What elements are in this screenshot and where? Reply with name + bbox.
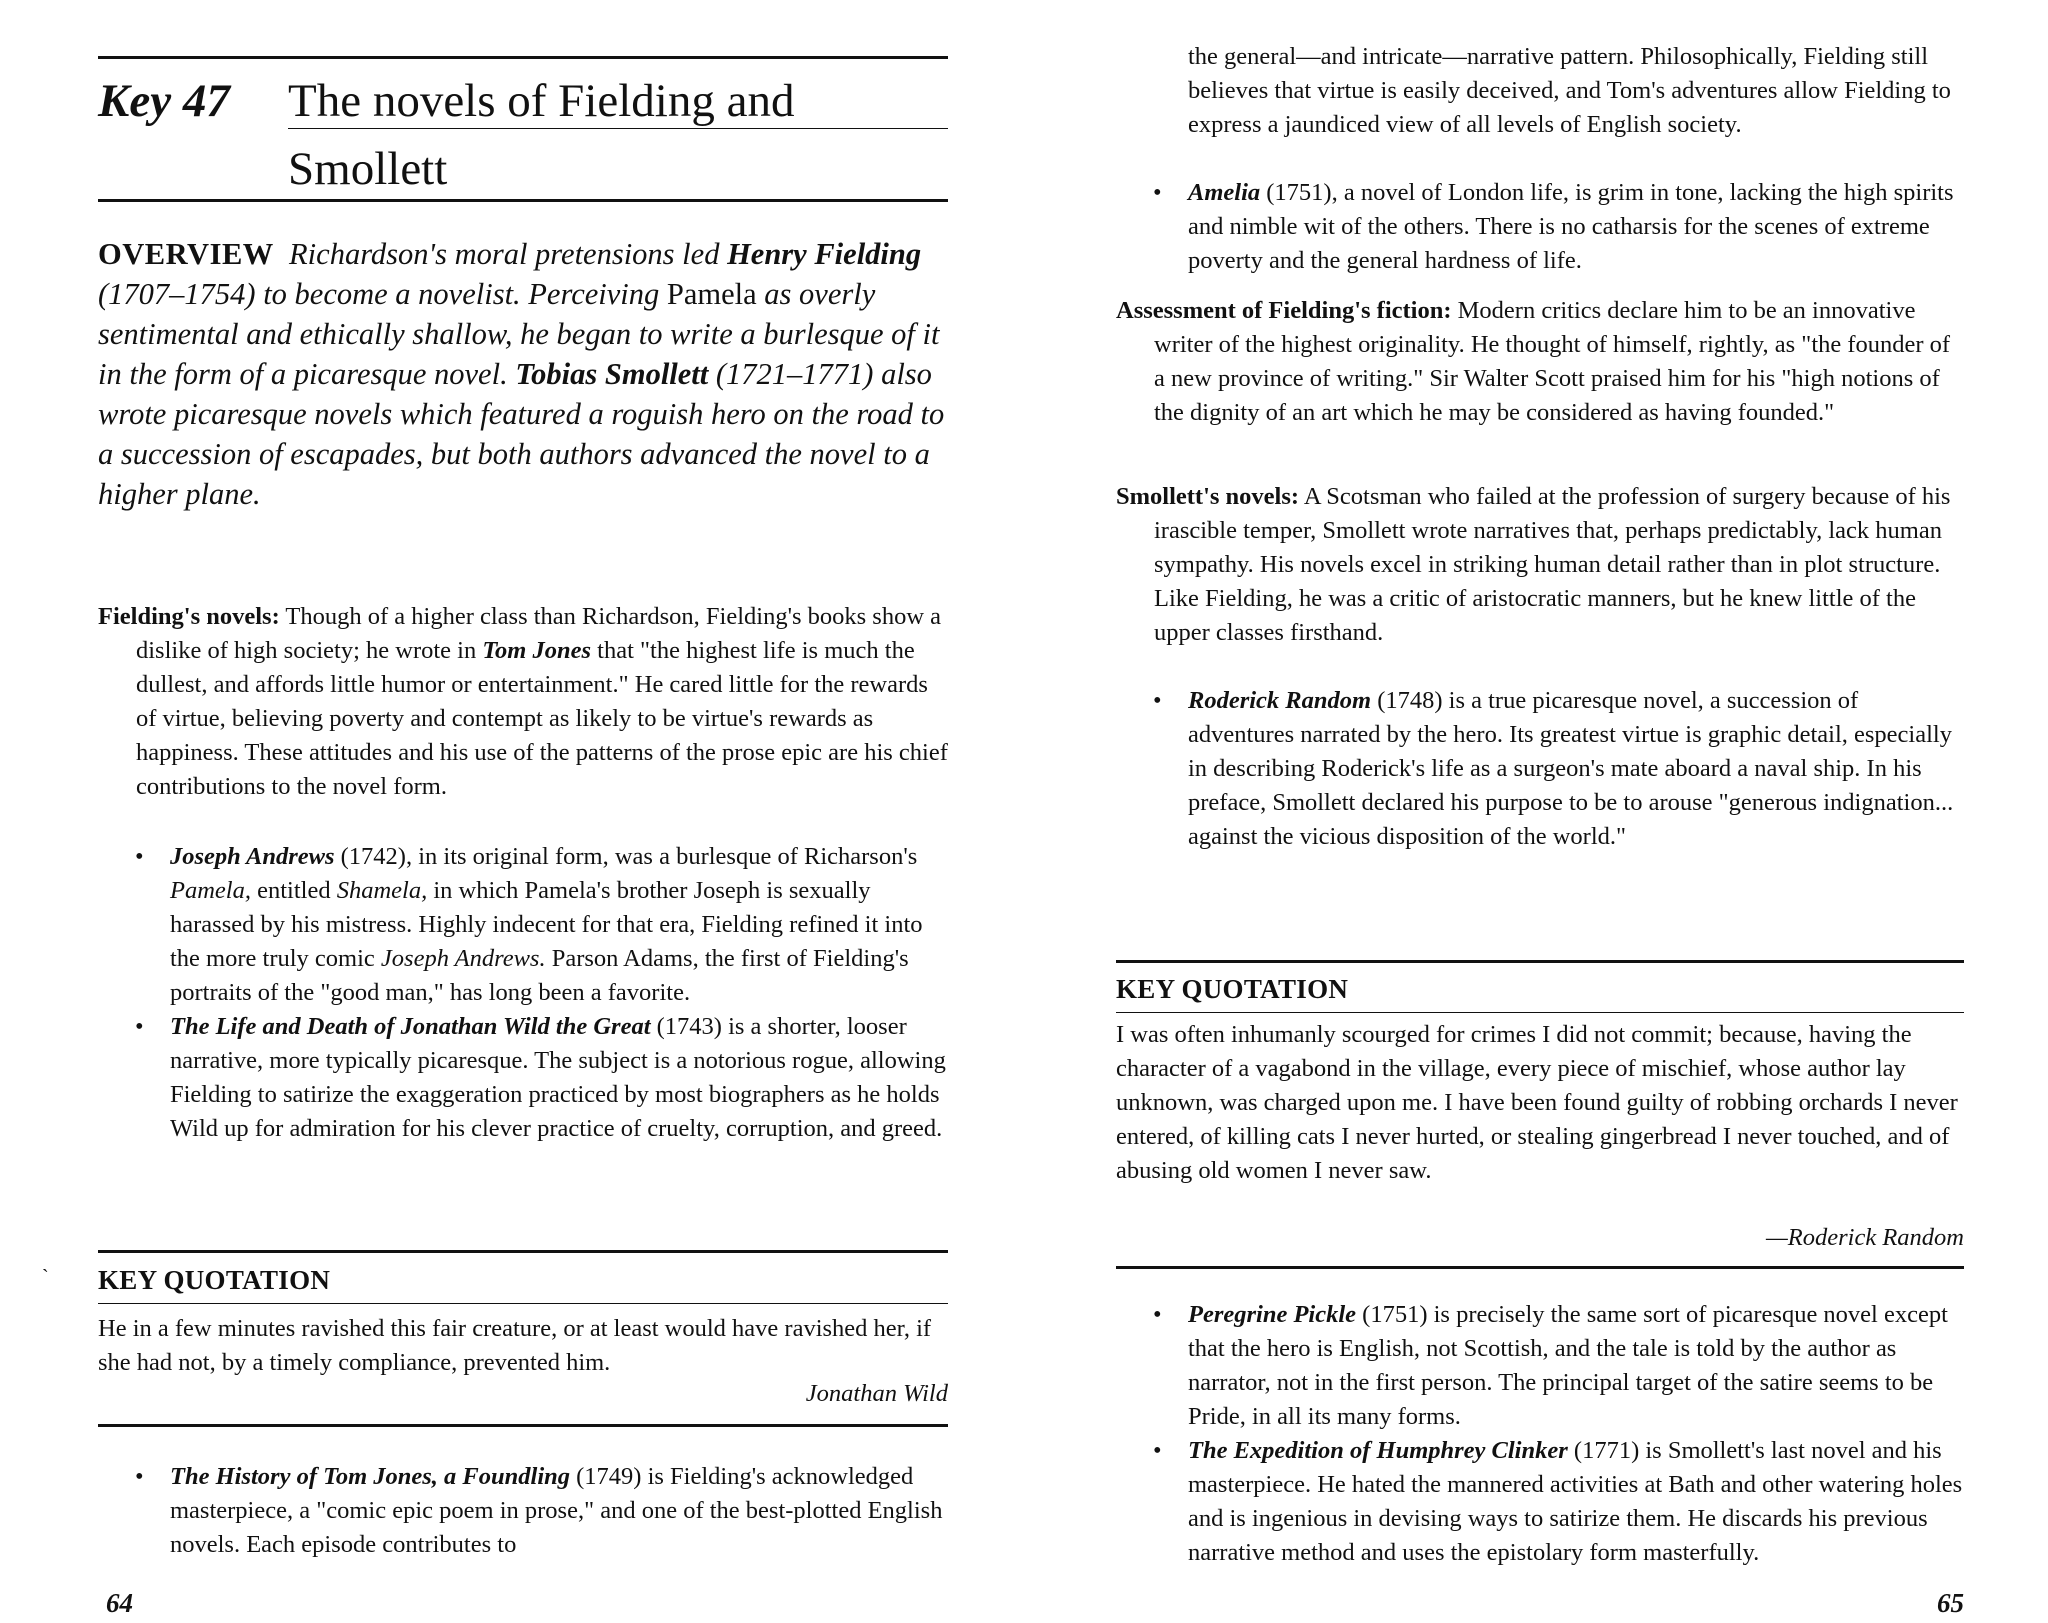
bullet-dot-icon: • bbox=[135, 843, 144, 870]
overview-name: Tobias Smollett bbox=[515, 357, 709, 391]
bullet-dot-icon: • bbox=[1153, 179, 1162, 206]
bullet-text: (1751), a novel of London life, is grim in tone, lacking the high spirits and nimble wit of the others. There is no catharsis for the scenes of extreme poverty and the general hardness of life. bbox=[1188, 179, 1954, 274]
overview-lead: OVERVIEW bbox=[98, 237, 274, 271]
overview-paragraph bbox=[98, 234, 948, 514]
book-title: Joseph Andrews. bbox=[380, 945, 546, 972]
fielding-bullet-list bbox=[98, 840, 948, 1146]
section-text: Modern critics declare him to be an innovative writer of the highest originality. He thought of himself, rightly, as "the founder of a new province of writing." Sir Walter Scott praised him for his "high notions of the dignity of an art which he may be considered as having founded." bbox=[1154, 297, 1951, 426]
amelia-bullet-list bbox=[1116, 176, 1964, 278]
quote-text: He in a few minutes ravished this fair creature, or at least would have ravished her, if she had not, by a timely compliance, prevented him. bbox=[98, 1315, 932, 1376]
quote-heading: KEY QUOTATION bbox=[98, 1265, 331, 1295]
bullet-title: The Expedition of Humphrey Clinker bbox=[1188, 1437, 1568, 1464]
book-title: Pamela, bbox=[170, 877, 251, 904]
assessment-paragraph bbox=[1116, 294, 1964, 430]
bullet-title: Roderick Random bbox=[1188, 687, 1372, 714]
quote-head-rule bbox=[1116, 1012, 1964, 1013]
bullet-text: entitled bbox=[250, 877, 337, 904]
bullet-text: (1742), in its original form, was a burlesque of Richarson's bbox=[334, 843, 918, 870]
title-bottom-rule bbox=[98, 199, 948, 202]
key-label: Key 47 bbox=[98, 75, 230, 127]
bullet-item bbox=[1153, 1298, 1964, 1434]
quote-top-rule bbox=[98, 1250, 948, 1253]
title-mid-rule bbox=[288, 128, 948, 129]
bullet-item bbox=[135, 840, 948, 1010]
key-title-cont: Smollett bbox=[288, 143, 448, 195]
overview-title: Pamela bbox=[666, 277, 757, 311]
overview-text: Richardson's moral pretensions led bbox=[289, 237, 728, 271]
smollett-bullet-list-cont bbox=[1116, 1298, 1964, 1570]
quote-source: —Roderick Random bbox=[1766, 1224, 1964, 1251]
bullet-item bbox=[1153, 684, 1964, 854]
section-text: that "the highest life is much the dullest, and affords little humor or entertainment." He cared little for the rewards of virtue, believing poverty and contempt as likely to be virtue's rewards as happiness. These attitudes and his use of the patterns of the prose epic are his chief contributions to the novel form. bbox=[136, 637, 948, 800]
overview-text: (1721–1771) also wrote picaresque novels which featured a roguish hero on the road to a succession of escapades, but both authors advanced the novel to a higher plane. bbox=[98, 357, 945, 511]
bullet-dot-icon: • bbox=[135, 1013, 144, 1040]
stray-mark: ` bbox=[42, 1266, 49, 1288]
page-number: 64 bbox=[106, 1588, 133, 1618]
section-text: Though of a higher class than Richardson, Fielding's books show a dislike of high society; he wrote in bbox=[136, 603, 942, 664]
overview-text: as overly sentimental and ethically shallow, he began to write a burlesque of it in the form of a picaresque novel. bbox=[98, 277, 940, 391]
section-heading: Fielding's novels: bbox=[98, 603, 280, 630]
title-top-rule bbox=[98, 56, 948, 59]
bullet-text: (1743) is a shorter, looser narrative, more typically picaresque. The subject is a notorious rogue, allowing Fielding to satirize the exaggeration practiced by most biographers as he holds Wild up for admiration for his clever practice of cruelty, corruption, and greed. bbox=[170, 1013, 946, 1142]
bullet-text: (1748) is a true picaresque novel, a succession of adventures narrated by the hero. Its greatest virtue is graphic detail, especially in describing Roderick's life as a surgeon's mate aboard a naval ship. In his preface, Smollett declared his purpose to be to arouse "generous indignation... against the vicious disposition of the world." bbox=[1188, 687, 1954, 850]
smollett-bullet-list bbox=[1116, 684, 1964, 854]
fielding-bullet-list-cont bbox=[98, 1460, 948, 1562]
bullet-text: (1749) is Fielding's acknowledged masterpiece, a "comic epic poem in prose," and one of the best-plotted English novels. Each episode contributes to bbox=[170, 1463, 943, 1558]
bullet-text: (1771) is Smollett's last novel and his masterpiece. He hated the mannered activities at Bath and other watering holes and is ingenious in devising ways to satirize them. He discards his previous narrative method and uses the epistolary form masterfully. bbox=[1188, 1437, 1963, 1566]
fielding-novels-paragraph bbox=[98, 600, 948, 804]
quote-head-rule bbox=[98, 1303, 948, 1304]
bullet-dot-icon: • bbox=[1153, 687, 1162, 714]
bullet-title: Peregrine Pickle bbox=[1188, 1301, 1357, 1328]
book-title: Shamela, bbox=[336, 877, 428, 904]
continuation-paragraph: the general—and intricate—narrative pattern. Philosophically, Fielding still believes that virtue is easily deceived, and Tom's adventures allow Fielding to express a jaundiced view of all levels of English society. bbox=[1188, 43, 1951, 138]
section-text: A Scotsman who failed at the profession of surgery because of his irascible temper, Smollett wrote narratives that, perhaps predictably, lack human sympathy. His novels excel in striking human detail rather than in plot structure. Like Fielding, he was a critic of aristocratic manners, but he knew little of the upper classes firsthand. bbox=[1154, 483, 1951, 646]
section-heading: Assessment of Fielding's fiction: bbox=[1116, 297, 1452, 324]
bullet-text: (1751) is precisely the same sort of picaresque novel except that the hero is English, not Scottish, and the tale is told by the author as narrator, not in the first person. The principal target of the satire seems to be Pride, in all its many forms. bbox=[1188, 1301, 1948, 1430]
bullet-title: The Life and Death of Jonathan Wild the Great bbox=[170, 1013, 651, 1040]
book-title: Tom Jones bbox=[482, 637, 592, 664]
key-title: The novels of Fielding and bbox=[288, 75, 795, 127]
bullet-title: The History of Tom Jones, a Foundling bbox=[170, 1463, 571, 1490]
bullet-title: Joseph Andrews bbox=[170, 843, 335, 870]
overview-name: Henry Fielding bbox=[727, 237, 922, 271]
quote-bottom-rule bbox=[98, 1424, 948, 1427]
bullet-item bbox=[135, 1460, 948, 1562]
bullet-text: in which Pamela's brother Joseph is sexually harassed by his mistress. Highly indecent for that era, Fielding refined it into the more truly comic bbox=[170, 877, 923, 972]
quote-text: I was often inhumanly scourged for crimes I did not commit; because, having the character of a vagabond in the village, every piece of mischief, whose author lay unknown, was charged upon me. I have been found guilty of robbing orchards I never entered, of killing cats I never hurted, or stealing gingerbread I never touched, and of abusing old women I never saw. bbox=[1116, 1021, 1958, 1184]
page-number: 65 bbox=[1937, 1588, 1964, 1618]
bullet-dot-icon: • bbox=[135, 1463, 144, 1490]
bullet-text: Parson Adams, the first of Fielding's portraits of the "good man," has long been a favorite. bbox=[170, 945, 909, 1006]
bullet-item bbox=[135, 1010, 948, 1146]
quote-bottom-rule bbox=[1116, 1266, 1964, 1269]
overview-text: (1707–1754) to become a novelist. Perceiving bbox=[98, 277, 667, 311]
quote-source: Jonathan Wild bbox=[805, 1380, 948, 1407]
quote-heading: KEY QUOTATION bbox=[1116, 974, 1349, 1004]
bullet-item bbox=[1153, 176, 1964, 278]
bullet-dot-icon: • bbox=[1153, 1301, 1162, 1328]
bullet-title: Amelia bbox=[1188, 179, 1261, 206]
bullet-dot-icon: • bbox=[1153, 1437, 1162, 1464]
smollett-novels-paragraph bbox=[1116, 480, 1964, 650]
quote-top-rule bbox=[1116, 960, 1964, 963]
bullet-item bbox=[1153, 1434, 1964, 1570]
section-heading: Smollett's novels: bbox=[1116, 483, 1300, 510]
